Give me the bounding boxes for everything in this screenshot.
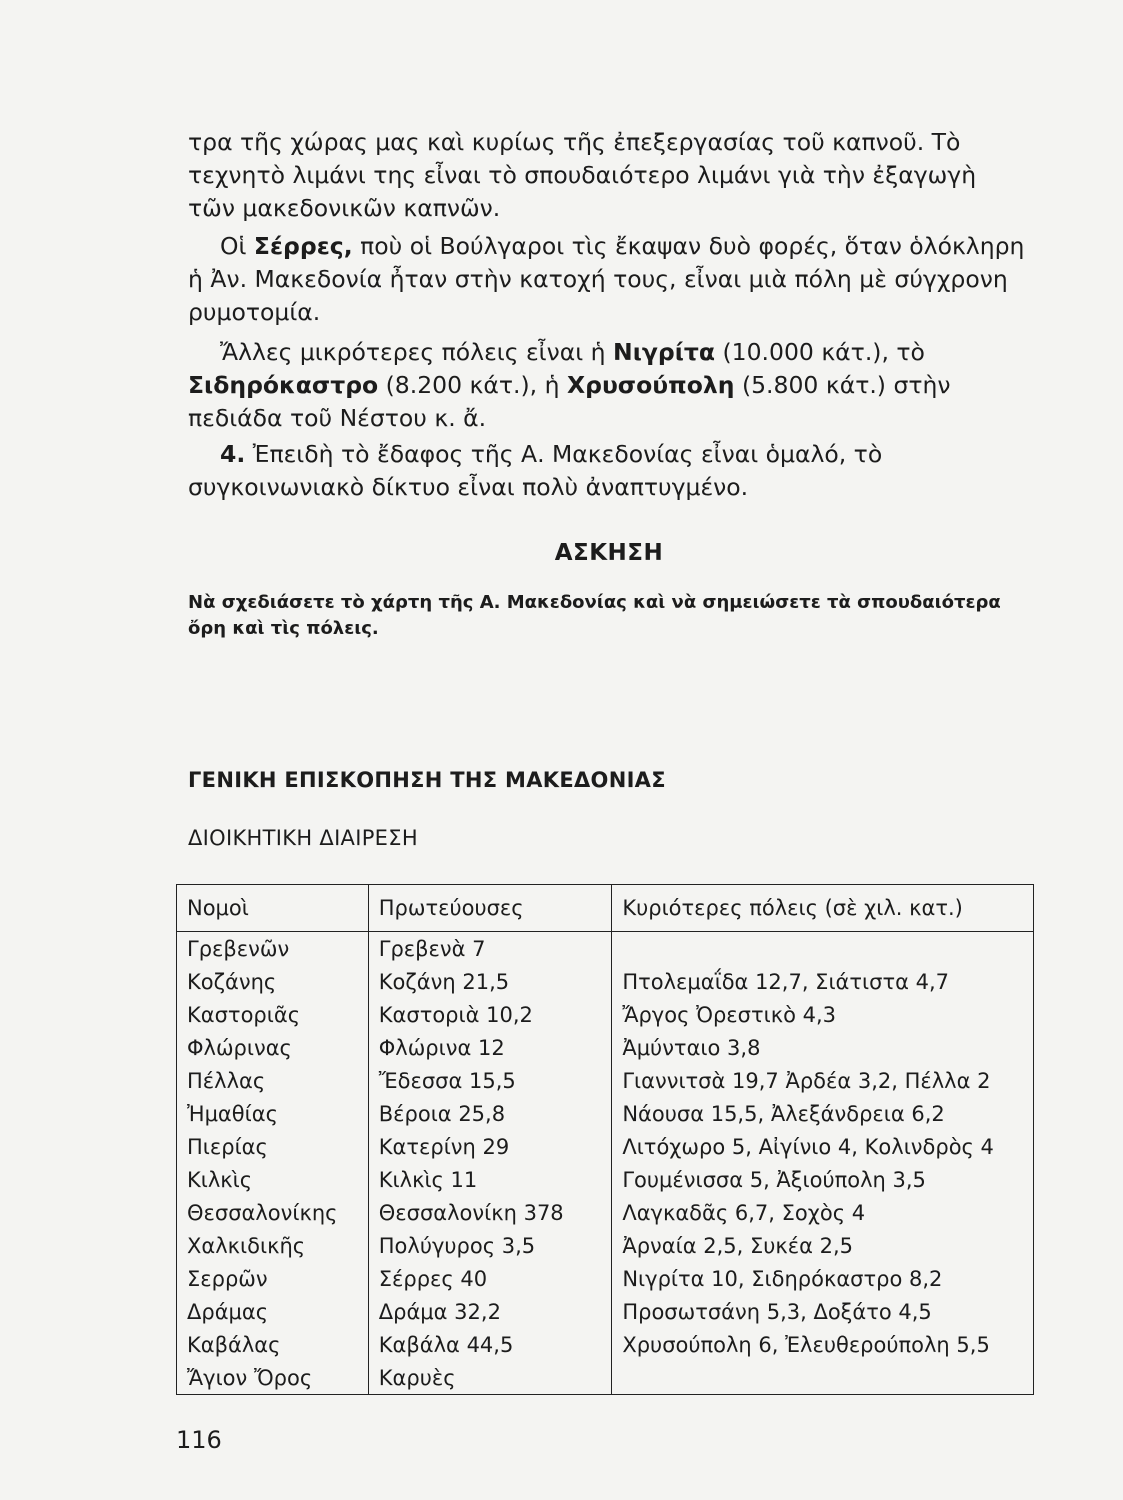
cell-towns: Ἄργος Ὀρεστικὸ 4,3 xyxy=(612,998,1034,1031)
cell-capital: Κιλκὶς 11 xyxy=(368,1163,612,1196)
paragraph-transport xyxy=(188,438,1030,504)
cell-capital: Θεσσαλονίκη 378 xyxy=(368,1196,612,1229)
cell-prefecture: Πιερίας xyxy=(177,1130,369,1163)
text-run: (8.200 κάτ.), ἡ xyxy=(378,371,567,399)
cell-towns: Ἀρναία 2,5, Συκέα 2,5 xyxy=(612,1229,1034,1262)
paragraph-port-text: τρα τῆς χώρας μας καὶ κυρίως τῆς ἐπεξεργασίας τοῦ καπνοῦ. Τὸ τεχνητὸ λιμάνι της εἶναι τὸ σπουδαιότερο λιμάνι γιὰ τὴν ἐξαγωγὴ τῶν μακεδονικῶν καπνῶν. xyxy=(188,128,977,222)
cell-towns xyxy=(612,932,1034,966)
table-header-row xyxy=(177,885,1034,932)
table-row xyxy=(177,998,1034,1031)
cell-prefecture: Καβάλας xyxy=(177,1328,369,1361)
bold-term-serres: Σέρρες, xyxy=(253,232,353,260)
table-row xyxy=(177,932,1034,966)
cell-capital: Καβάλα 44,5 xyxy=(368,1328,612,1361)
table-row xyxy=(177,1262,1034,1295)
table-row xyxy=(177,1064,1034,1097)
text-run: (10.000 κάτ.), τὸ xyxy=(715,338,925,366)
cell-prefecture: Ἄγιον Ὄρος xyxy=(177,1361,369,1395)
cell-prefecture: Πέλλας xyxy=(177,1064,369,1097)
header-capitals: Πρωτεύουσες xyxy=(368,885,612,932)
cell-capital: Γρεβενὰ 7 xyxy=(368,932,612,966)
cell-prefecture: Φλώρινας xyxy=(177,1031,369,1064)
table-row xyxy=(177,1031,1034,1064)
cell-capital: Καστοριὰ 10,2 xyxy=(368,998,612,1031)
paragraph-smaller-towns xyxy=(188,336,1030,435)
overview-title: ΓΕΝΙΚΗ ΕΠΙΣΚΟΠΗΣΗ ΤΗΣ ΜΑΚΕΔΟΝΙΑΣ xyxy=(188,768,666,792)
cell-prefecture: Γρεβενῶν xyxy=(177,932,369,966)
cell-prefecture: Δράμας xyxy=(177,1295,369,1328)
cell-towns: Νάουσα 15,5, Ἀλεξάνδρεια 6,2 xyxy=(612,1097,1034,1130)
cell-towns: Λιτόχωρο 5, Αἰγίνιο 4, Κολινδρὸς 4 xyxy=(612,1130,1034,1163)
cell-capital: Βέροια 25,8 xyxy=(368,1097,612,1130)
table-row xyxy=(177,1295,1034,1328)
cell-towns: Πτολεμαΐδα 12,7, Σιάτιστα 4,7 xyxy=(612,965,1034,998)
bold-term-chrysoupoli: Χρυσούπολη xyxy=(567,371,735,399)
bold-term-nigrita: Νιγρίτα xyxy=(613,338,715,366)
text-run: Ἐπειδὴ τὸ ἔδαφος τῆς Α. Μακεδονίας εἶναι ὁμαλό, τὸ συγκοινωνιακὸ δίκτυο εἶναι πολὺ ἀναπτυγμένο. xyxy=(188,440,883,501)
cell-capital: Σέρρες 40 xyxy=(368,1262,612,1295)
cell-towns: Λαγκαδᾶς 6,7, Σοχὸς 4 xyxy=(612,1196,1034,1229)
cell-capital: Κατερίνη 29 xyxy=(368,1130,612,1163)
administrative-division-table xyxy=(176,884,1034,1395)
page-number: 116 xyxy=(176,1426,222,1454)
cell-towns: Ἀμύνταιο 3,8 xyxy=(612,1031,1034,1064)
table-row xyxy=(177,1328,1034,1361)
cell-prefecture: Χαλκιδικῆς xyxy=(177,1229,369,1262)
paragraph-port xyxy=(188,126,1030,225)
cell-capital: Φλώρινα 12 xyxy=(368,1031,612,1064)
text-run: ποὺ οἱ Βούλγαροι τὶς ἔκαψαν δυὸ φορές, ὅταν ὁλόκληρη ἡ Ἀν. Μακεδονία ἦταν στὴν κατοχή τους, εἶναι μιὰ πόλη μὲ σύγχρονη ρυμοτομία. xyxy=(188,232,1025,326)
item-number: 4. xyxy=(220,440,246,468)
cell-towns: Γουμένισσα 5, Ἀξιούπολη 3,5 xyxy=(612,1163,1034,1196)
table-row xyxy=(177,965,1034,998)
bold-term-sidirokastro: Σιδηρόκαστρο xyxy=(188,371,379,399)
cell-prefecture: Κιλκὶς xyxy=(177,1163,369,1196)
text-run: Οἱ xyxy=(220,232,254,260)
cell-capital: Κοζάνη 21,5 xyxy=(368,965,612,998)
text-run: Ἄλλες μικρότερες πόλεις εἶναι ἡ xyxy=(220,338,614,366)
header-main-towns: Κυριότερες πόλεις (σὲ χιλ. κατ.) xyxy=(612,885,1034,932)
cell-prefecture: Ἠμαθίας xyxy=(177,1097,369,1130)
cell-towns: Χρυσούπολη 6, Ἐλευθερούπολη 5,5 xyxy=(612,1328,1034,1361)
exercise-text: Νὰ σχεδιάσετε τὸ χάρτη τῆς Α. Μακεδονίας καὶ νὰ σημειώσετε τὰ σπουδαιότερα ὄρη καὶ τὶς πόλεις. xyxy=(188,592,1001,639)
table-row xyxy=(177,1229,1034,1262)
cell-capital: Πολύγυρος 3,5 xyxy=(368,1229,612,1262)
cell-prefecture: Θεσσαλονίκης xyxy=(177,1196,369,1229)
text-run: (5.800 κάτ.) στὴν πεδιάδα τοῦ Νέστου κ. ἄ. xyxy=(188,371,951,432)
table-row xyxy=(177,1163,1034,1196)
paragraph-serres xyxy=(188,230,1030,329)
table-row xyxy=(177,1196,1034,1229)
cell-towns: Νιγρίτα 10, Σιδηρόκαστρο 8,2 xyxy=(612,1262,1034,1295)
cell-capital: Δράμα 32,2 xyxy=(368,1295,612,1328)
exercise-title: ΑΣΚΗΣΗ xyxy=(554,540,664,566)
cell-prefecture: Καστοριᾶς xyxy=(177,998,369,1031)
header-prefectures: Νομοὶ xyxy=(177,885,369,932)
table-row xyxy=(177,1097,1034,1130)
cell-towns: Γιαννιτσὰ 19,7 Ἀρδέα 3,2, Πέλλα 2 xyxy=(612,1064,1034,1097)
cell-capital: Καρυὲς xyxy=(368,1361,612,1395)
cell-towns xyxy=(612,1361,1034,1395)
table-row xyxy=(177,1130,1034,1163)
cell-capital: Ἔδεσσα 15,5 xyxy=(368,1064,612,1097)
division-title: ΔΙΟΙΚΗΤΙΚΗ ΔΙΑΙΡΕΣΗ xyxy=(188,826,418,850)
table-row xyxy=(177,1361,1034,1395)
cell-prefecture: Σερρῶν xyxy=(177,1262,369,1295)
cell-prefecture: Κοζάνης xyxy=(177,965,369,998)
cell-towns: Προσωτσάνη 5,3, Δοξάτο 4,5 xyxy=(612,1295,1034,1328)
